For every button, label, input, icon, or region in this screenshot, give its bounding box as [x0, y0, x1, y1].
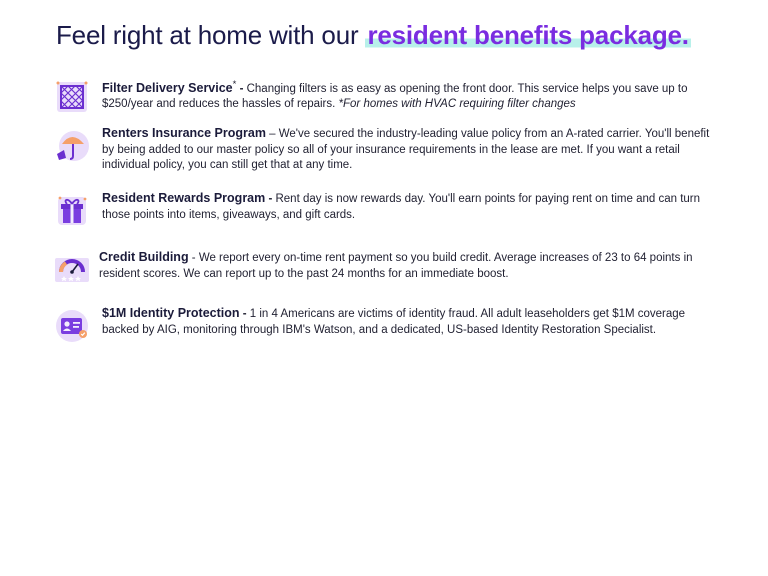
page-title-prefix: Feel right at home with our [56, 20, 359, 50]
benefit-text [102, 306, 718, 338]
benefit-title: Filter Delivery Service [102, 80, 233, 95]
benefit-description: Changing filters is as easy as opening the front door. This service helps you save up to $250/year and reduces the hassles of repairs. [102, 82, 688, 111]
benefit-separator: - [236, 82, 247, 95]
benefit-description: 1 in 4 Americans are victims of identity fraud. All adult leaseholders get $1M coverage backed by AIG, monitoring through IBM's Watson, and a dedicated, US-based Identity Restoration Specialist. [102, 308, 686, 336]
benefit-separator: - [239, 308, 250, 320]
gift-icon [54, 193, 90, 229]
credit-gauge-icon [54, 252, 90, 288]
page-title [56, 20, 691, 51]
benefit-separator: – [265, 128, 279, 140]
benefit-separator: - [188, 252, 199, 264]
benefit-footnote: *For homes with HVAC requiring filter changes [338, 98, 576, 111]
benefit-title: $1M Identity Protection [102, 306, 240, 320]
benefit-text [102, 77, 718, 113]
id-card-icon [54, 308, 90, 344]
benefit-separator: - [265, 193, 276, 205]
benefit-text [99, 250, 715, 282]
benefit-description: Rent day is now rewards day. You'll earn points for paying rent on time and can turn those points into items, giveaways, and gift cards. [102, 193, 701, 221]
benefit-title: Resident Rewards Program [102, 191, 266, 205]
benefit-description: We report every on-time rent payment so you build credit. Average increases of 23 to 64 points in resident scores. We can report up to the past 24 months for an immediate boost. [99, 252, 693, 280]
benefit-text [102, 191, 718, 223]
filter-icon [54, 79, 90, 115]
benefit-description: We've secured the industry-leading value policy from an A-rated carrier. You'll benefit by being added to our master policy so all of your insurance requirements in the lease are met. If you want a retail individual policy, you can still get that at any time. [102, 128, 710, 171]
umbrella-icon [54, 128, 90, 164]
page-title-accent: resident benefits package. [367, 20, 689, 50]
benefit-text [102, 126, 718, 174]
benefit-title-mark: * [232, 79, 237, 90]
benefit-title: Renters Insurance Program [102, 126, 266, 140]
benefit-title: Credit Building [99, 250, 189, 264]
